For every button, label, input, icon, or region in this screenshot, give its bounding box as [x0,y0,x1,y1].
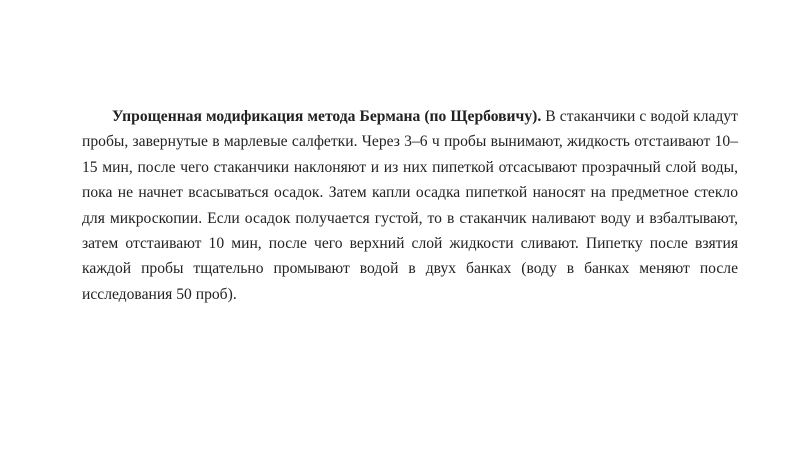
method-title: Упрощенная модификация метода Бермана (по Щербовичу). [112,108,542,125]
method-description: В стаканчики с водой кладут пробы, завернутые в марлевые салфетки. Через 3–6 ч пробы вынимают, жидкость отстаивают 10–15 мин, после чего стаканчики наклоняют и из них пипеткой отсасывают прозрачный слой воды, пока не начнет всасываться осадок. Затем капли осадка пипеткой наносят на предметное стекло для микроскопии. Если осадок получается густой, то в стаканчик наливают воду и взбалтывают, затем отстаивают 10 мин, после чего верхний слой жидкости сливают. Пипетку после взятия каждой пробы тщательно промывают водой в двух банках (воду в банках меняют после исследования 50 проб). [82,108,738,303]
method-paragraph [82,104,738,307]
